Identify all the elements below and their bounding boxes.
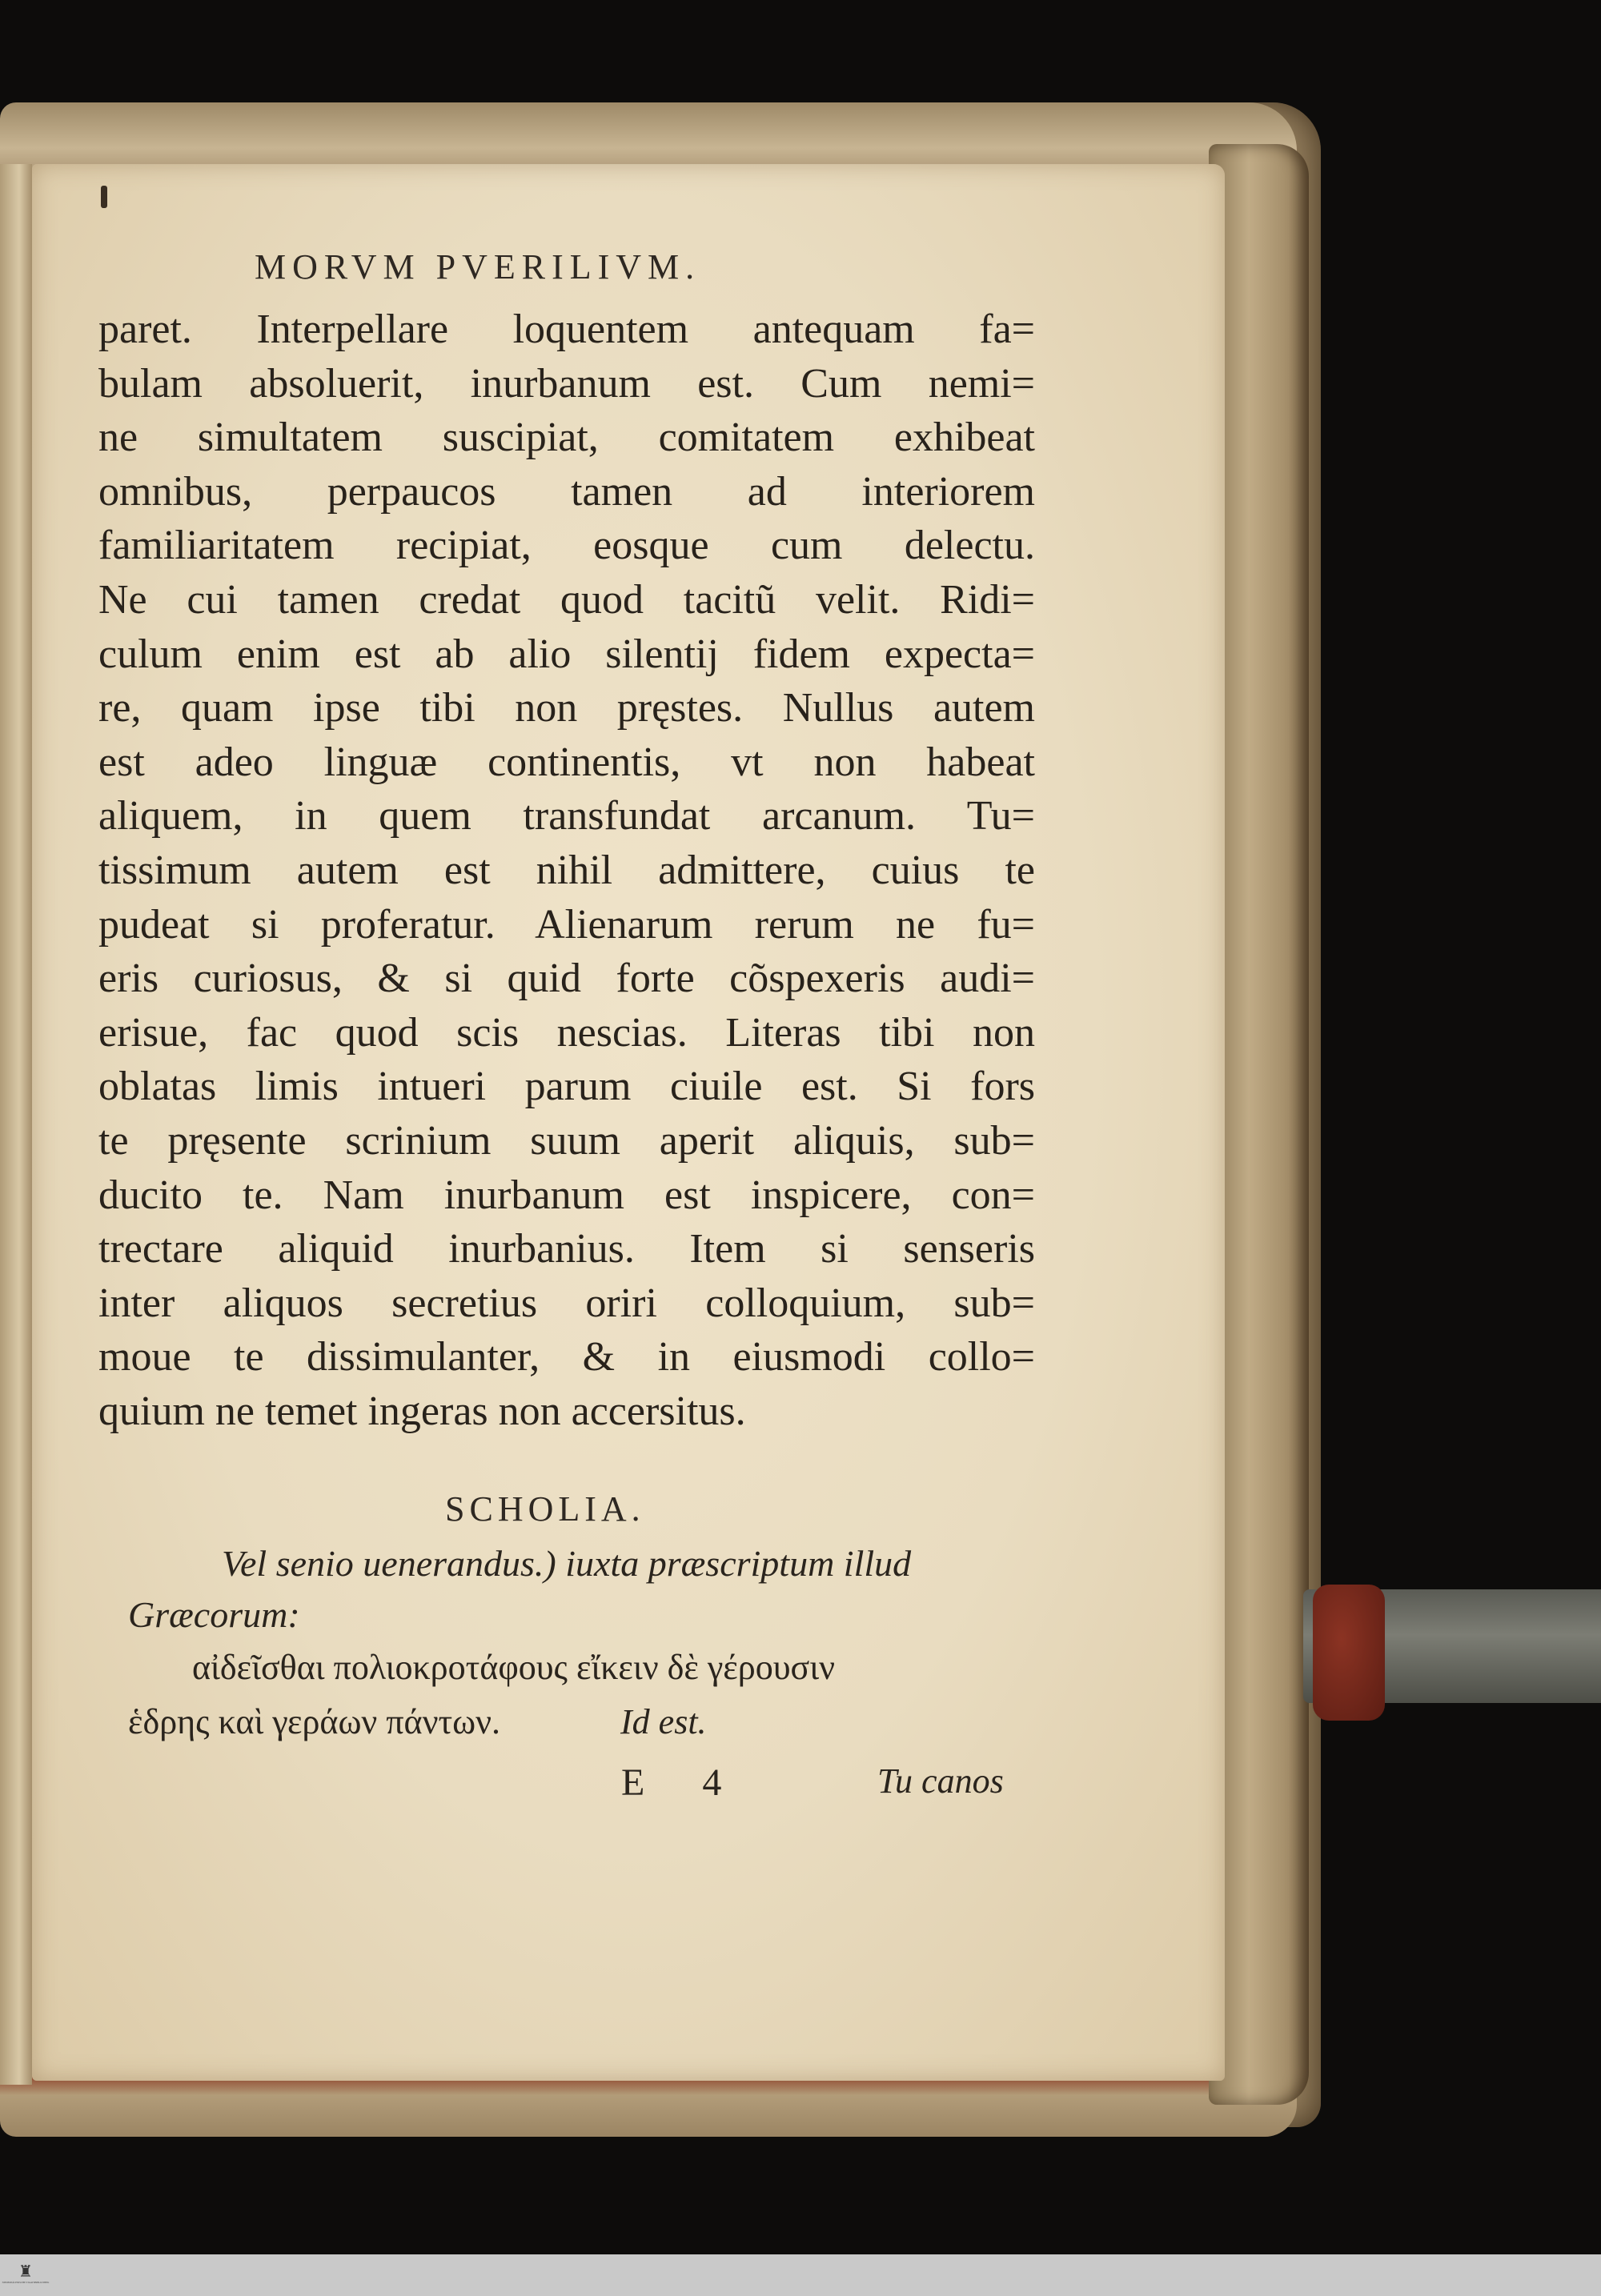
body-line: moue te dissimulanter, & in eiusmodi collo= <box>98 1334 1035 1380</box>
greek-verse-line <box>128 1695 1017 1749</box>
scholia-line: Vel senio uenerandus.) iuxta præscriptum illud <box>222 1543 912 1584</box>
body-line: aliquem, in quem transfundat arcanum. Tu= <box>98 793 1035 839</box>
body-line: re, quam ipse tibi non pręstes. Nullus autem <box>98 685 1035 731</box>
body-line: quium ne temet ingeras non accersitus. <box>98 1388 746 1434</box>
body-line: ducito te. Nam inurbanum est inspicere, con= <box>98 1172 1035 1218</box>
body-line: est adeo linguæ continentis, vt non habeat <box>98 739 1035 785</box>
running-head: MORVM PVERILIVM. <box>255 247 701 286</box>
scholia-line: Græcorum: <box>128 1594 300 1635</box>
body-line: bulam absoluerit, inurbanum est. Cum nemi= <box>98 360 1035 407</box>
body-line: eris curiosus, & si quid forte cõspexeris audi= <box>98 956 1035 1002</box>
scholia-heading: SCHOLIA. <box>445 1489 645 1529</box>
body-line: oblatas limis intueri parum ciuile est. Si fors <box>98 1064 1035 1110</box>
library-logo-icon <box>2 2258 50 2290</box>
body-line: erisue, fac quod scis nescias. Literas tibi non <box>98 1009 1035 1056</box>
margin-mark <box>101 186 107 208</box>
body-line: pudeat si proferatur. Alienarum rerum ne fu= <box>98 901 1035 948</box>
body-line: te pręsente scrinium suum aperit aliquis, sub= <box>98 1117 1035 1164</box>
signature-mark: E 4 <box>621 1761 746 1804</box>
body-line: familiaritatem recipiat, eosque cum delectu. <box>98 523 1035 569</box>
scholia-text <box>128 1538 1017 1749</box>
body-line: ne simultatem suscipiat, comitatem exhibeat <box>98 415 1035 461</box>
catchword: Tu canos <box>877 1761 1004 1801</box>
logo-caption: NIEDERSÄCHSISCHE STAATSBIBLIOTHEK <box>2 2281 50 2284</box>
body-line: inter aliquos secretius oriri colloquium, sub= <box>98 1280 1035 1326</box>
body-line: paret. Interpellare loquentem antequam fa= <box>98 307 1035 352</box>
clasp-knob <box>1313 1585 1385 1721</box>
left-page-stack <box>0 164 32 2085</box>
greek-verse-text: ἑδρης καὶ γεράων πάντων. <box>128 1702 501 1741</box>
cover-bottom-edge <box>0 2073 1297 2137</box>
body-line: Ne cui tamen credat quod tacitũ velit. Ridi= <box>98 576 1035 623</box>
logo-glyph: ♜ <box>18 2263 33 2281</box>
id-est-label: Id est. <box>620 1702 707 1741</box>
body-text <box>98 303 1035 1438</box>
body-line: trectare aliquid inurbanius. Item si senseris <box>98 1226 1035 1272</box>
greek-verse-line: αἰδεῖσθαι πολιοκροτάφους εἴκειν δὲ γέρουσιν <box>192 1648 835 1687</box>
body-line: culum enim est ab alio silentij fidem expecta= <box>98 631 1035 677</box>
body-line: omnibus, perpaucos tamen ad interiorem <box>98 468 1035 515</box>
body-line: tissimum autem est nihil admittere, cuius te <box>98 847 1035 893</box>
footer-strip <box>0 2254 1601 2296</box>
